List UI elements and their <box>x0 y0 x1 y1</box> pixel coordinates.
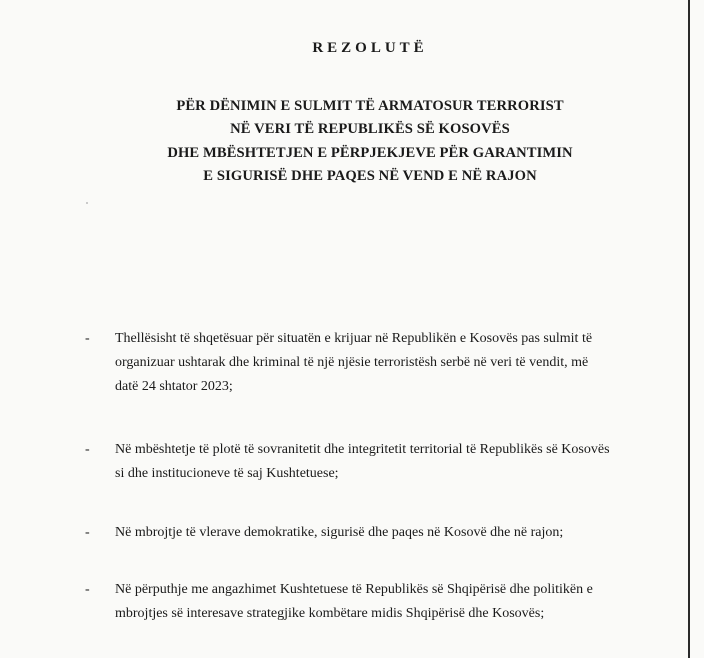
subtitle-line: DHE MBËSHTETJEN E PËRPJEKJEVE PËR GARANTIMIN <box>167 144 573 161</box>
clause-line: si dhe institucioneve të saj Kushtetuese; <box>115 466 339 481</box>
clause-text <box>115 578 675 626</box>
clause-line: mbrojtjes së interesave strategjike kombëtare midis Shqipërisë dhe Kosovës; <box>115 606 545 621</box>
clause-line: Thellësisht të shqetësuar për situatën e krijuar në Republikën e Kosovës pas sulmit të <box>115 331 593 346</box>
bullet-dash: - <box>85 442 90 457</box>
subtitle-line: E SIGURISË DHE PAQES NË VEND E NË RAJON <box>203 167 537 184</box>
clause-text <box>115 327 675 399</box>
clause-line: Në përputhje me angazhimet Kushtetuese të Republikës së Shqipërisë dhe politikën e <box>115 582 593 597</box>
subtitle-line: PËR DËNIMIN E SULMIT TË ARMATOSUR TERRORIST <box>176 98 564 114</box>
document-title: REZOLUTË <box>312 40 428 56</box>
clause-text <box>115 438 675 486</box>
clause-line: organizuar ushtarak dhe kriminal të një njësie terroristësh serbë në veri të vendit, më <box>115 355 589 370</box>
scan-speck <box>86 202 88 204</box>
clause-line: Në mbështetje të plotë të sovranitetit dhe integritetit territorial të Republikës së Kosovës <box>115 442 610 457</box>
bullet-dash: - <box>85 331 90 346</box>
clause-line: Në mbrojtje të vlerave demokratike, sigurisë dhe paqes në Kosovë dhe në rajon; <box>115 525 564 540</box>
clause-line: datë 24 shtator 2023; <box>115 379 233 394</box>
bullet-dash: - <box>85 525 90 540</box>
clause-text <box>115 521 675 545</box>
bullet-dash: - <box>85 582 90 597</box>
subtitle-line: NË VERI TË REPUBLIKËS SË KOSOVËS <box>230 121 510 138</box>
